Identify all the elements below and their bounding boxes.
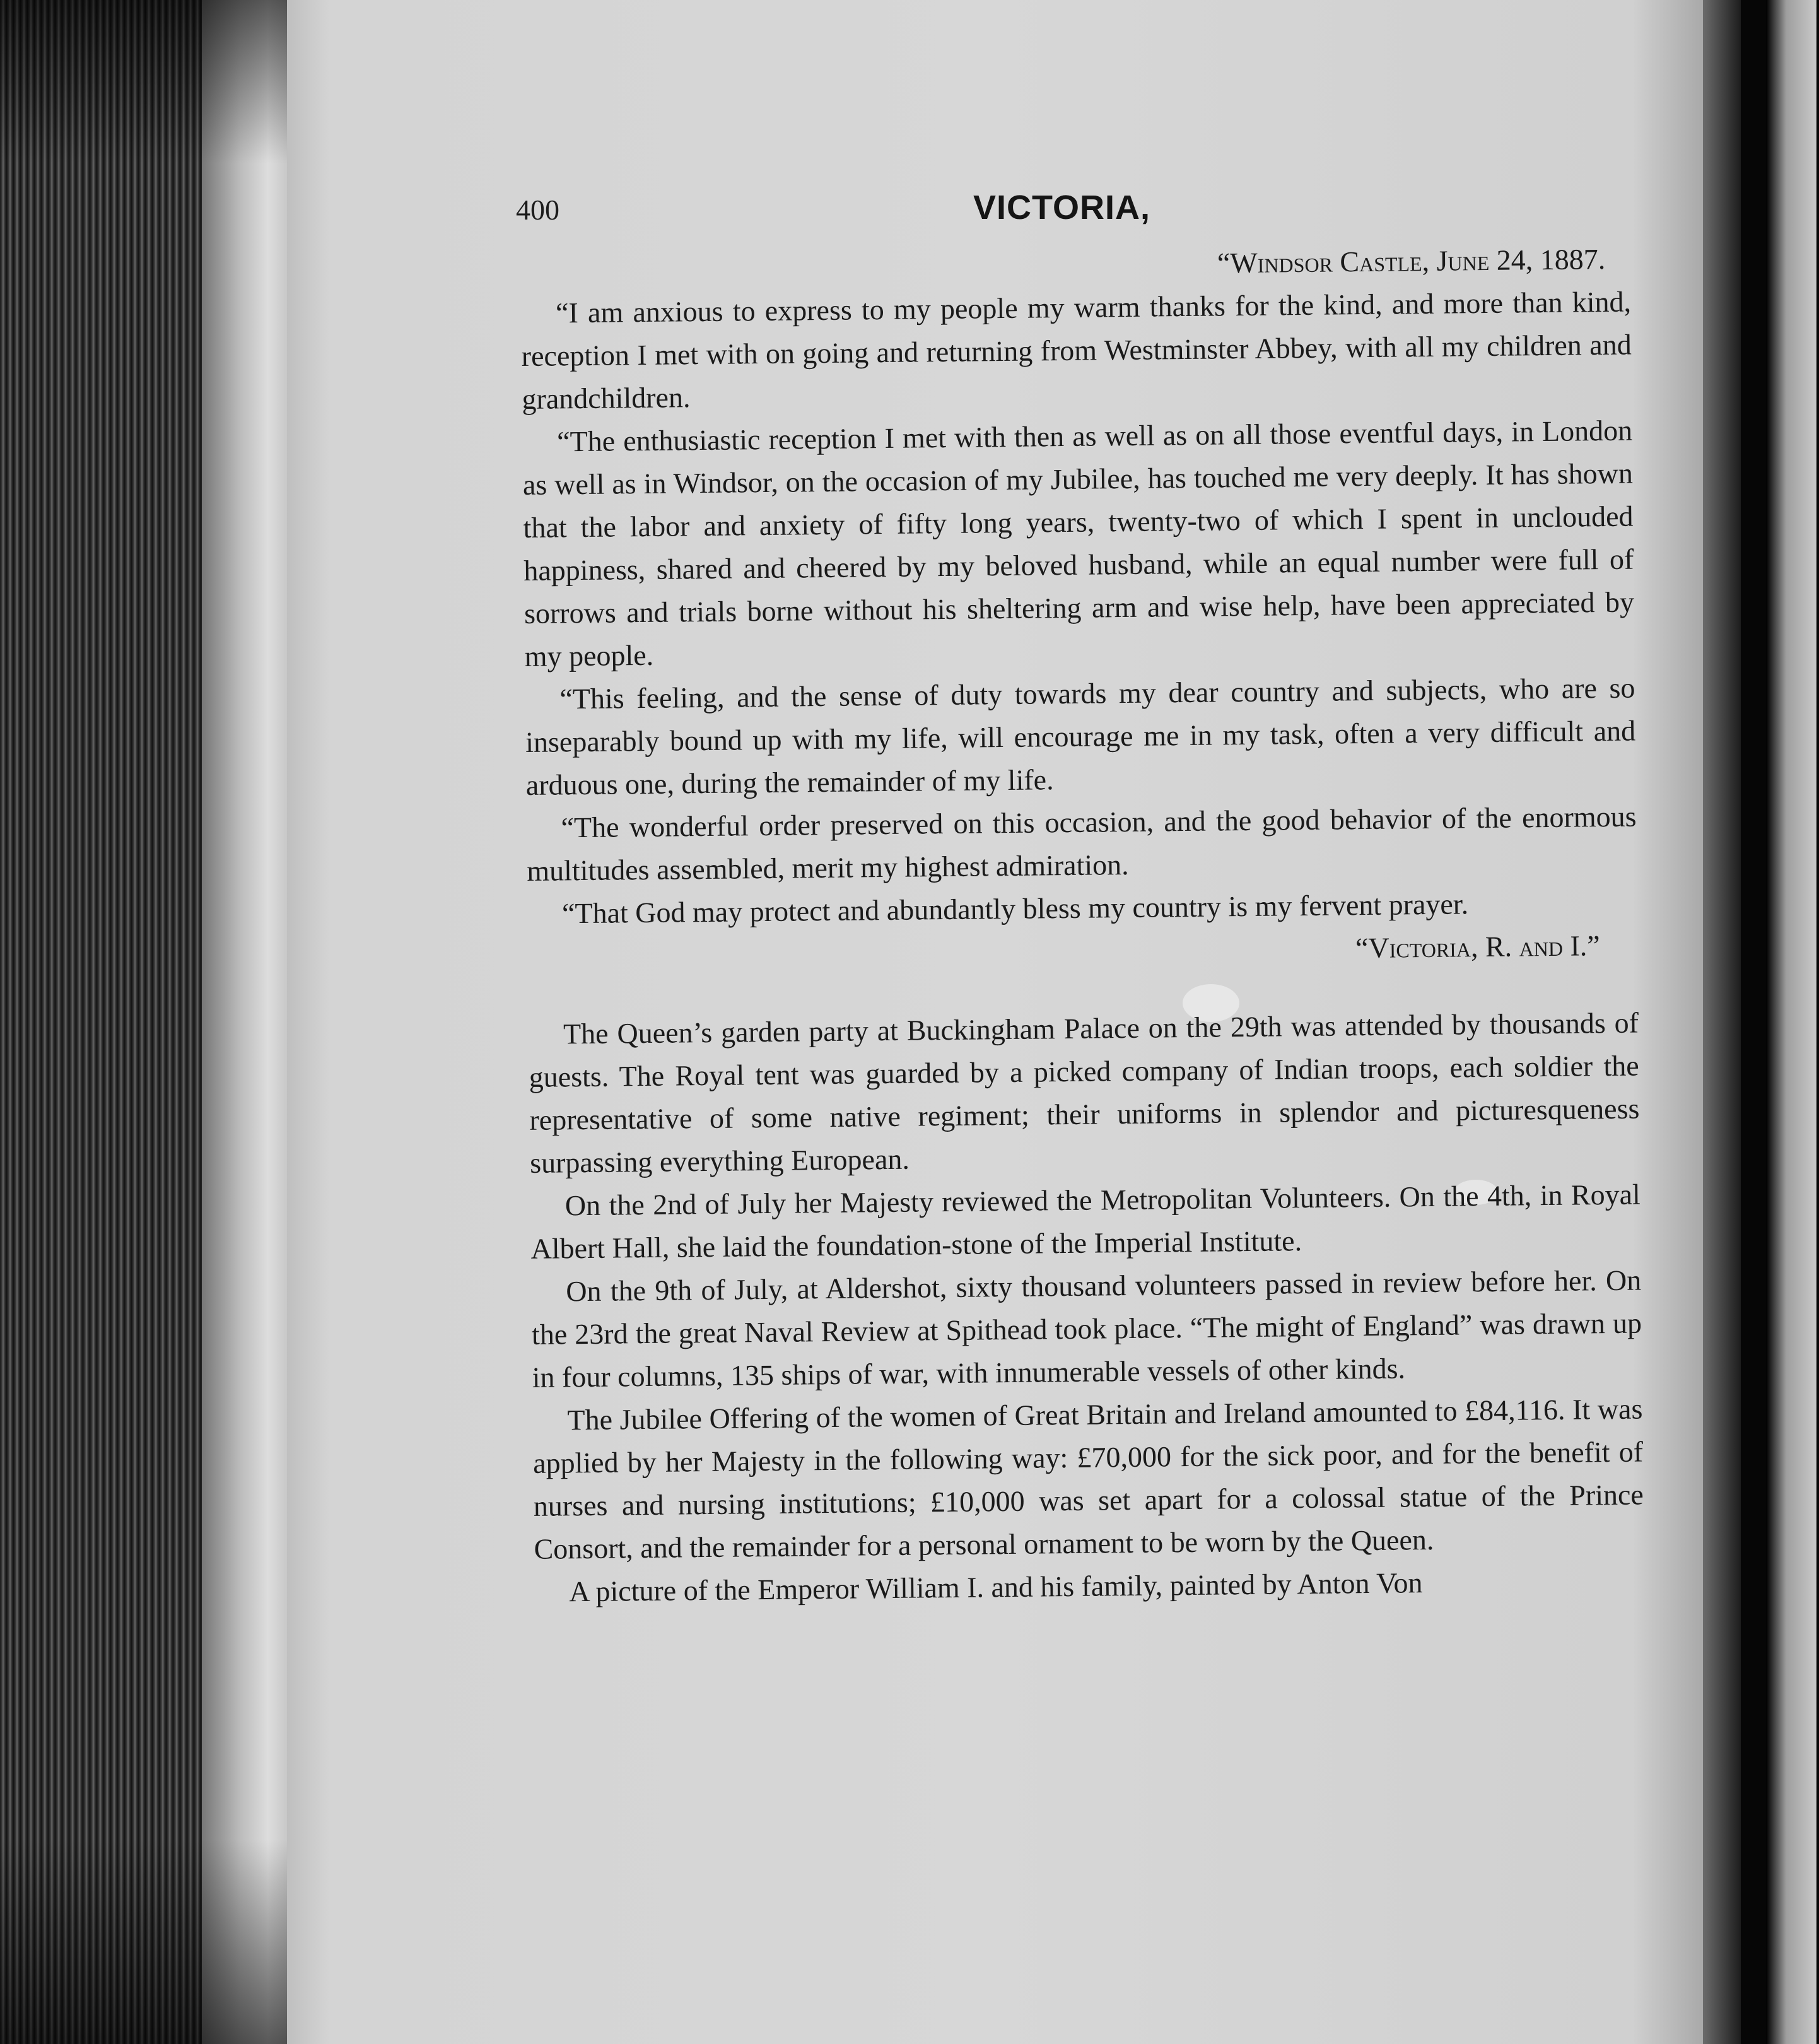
book-gutter [1703,0,1741,2044]
body-paragraph: The Queen’s garden party at Buckingham Palace on the 29th was attended by thousands of guests. The Royal tent was guarded by a picked company of Indian troops, each soldier the representative of some native regiment; their uniforms in splendor and picturesqueness surpassing everything European. [529,1006,1640,1179]
letter-paragraph: “This feeling, and the sense of duty towards my dear country and subjects, who are so inseparably bound up with my life, will encourage me in my task, often a very difficult and arduous one, during the remainder of my life. [525,671,1636,801]
letter-paragraph: “That God may protect and abundantly bless my country is my fervent prayer. [561,888,1469,930]
letter-dateline: “Windsor Castle, June 24, 1887. [1217,242,1606,279]
facing-page-edge [1741,0,1819,2044]
running-head [516,188,1588,238]
body-paragraph: On the 9th of July, at Aldershot, sixty thousand volunteers passed in review before her. On the 23rd the great Naval Review at Spithead took place. “The might of England” was drawn up in four columns, 135 ships of war, with innumerable vessels of other kinds. [531,1264,1642,1394]
body-paragraph: The Jubilee Offering of the women of Great Britain and Ireland amounted to £84,116. It was applied by her Majesty in the following way: £70,000 for the sick poor, and for the benefit of nurses and nursing institutions; £10,000 was set apart for a colossal statue of the Prince Consort, and the remainder for a personal ornament to be worn by the Queen. [532,1392,1644,1565]
letter-signature: “Victoria, R. and I.” [1355,929,1600,965]
letter-paragraph: “The wonderful order preserved on this occasion, and the good behavior of the enormous multitudes assembled, merit my highest admiration. [527,800,1637,887]
running-title: VICTORIA, [973,189,1151,226]
body-paragraph: On the 2nd of July her Majesty reviewed the Metropolitan Volunteers. On the 4th, in Royal Albert Hall, she laid the foundation-stone of the Imperial Institute. [530,1178,1641,1265]
body-paragraph: A picture of the Emperor William I. and his family, painted by Anton Von [569,1566,1423,1608]
letter-paragraph: “The enthusiastic reception I met with then as well as on all those eventful days, in London as well as in Windsor, on the occasion of my Jubilee, has touched me very deeply. It has shown that the labor and anxiety of fifty long years, twenty-two of which I spent in unclouded happiness, shared and cheered by my beloved husband, while an equal number were full of sorrows and trials borne without his sheltering arm and wise help, have been appreciated by my people. [522,414,1635,673]
page-text [520,238,1645,1614]
letter-paragraph: “I am anxious to express to my people my warm thanks for the kind, and more than kind, reception I met with on going and returning from Westminster Abbey, with all my children and grandchildren. [521,285,1632,415]
page-edge-shadow [0,0,296,2044]
page-number: 400 [516,194,559,226]
